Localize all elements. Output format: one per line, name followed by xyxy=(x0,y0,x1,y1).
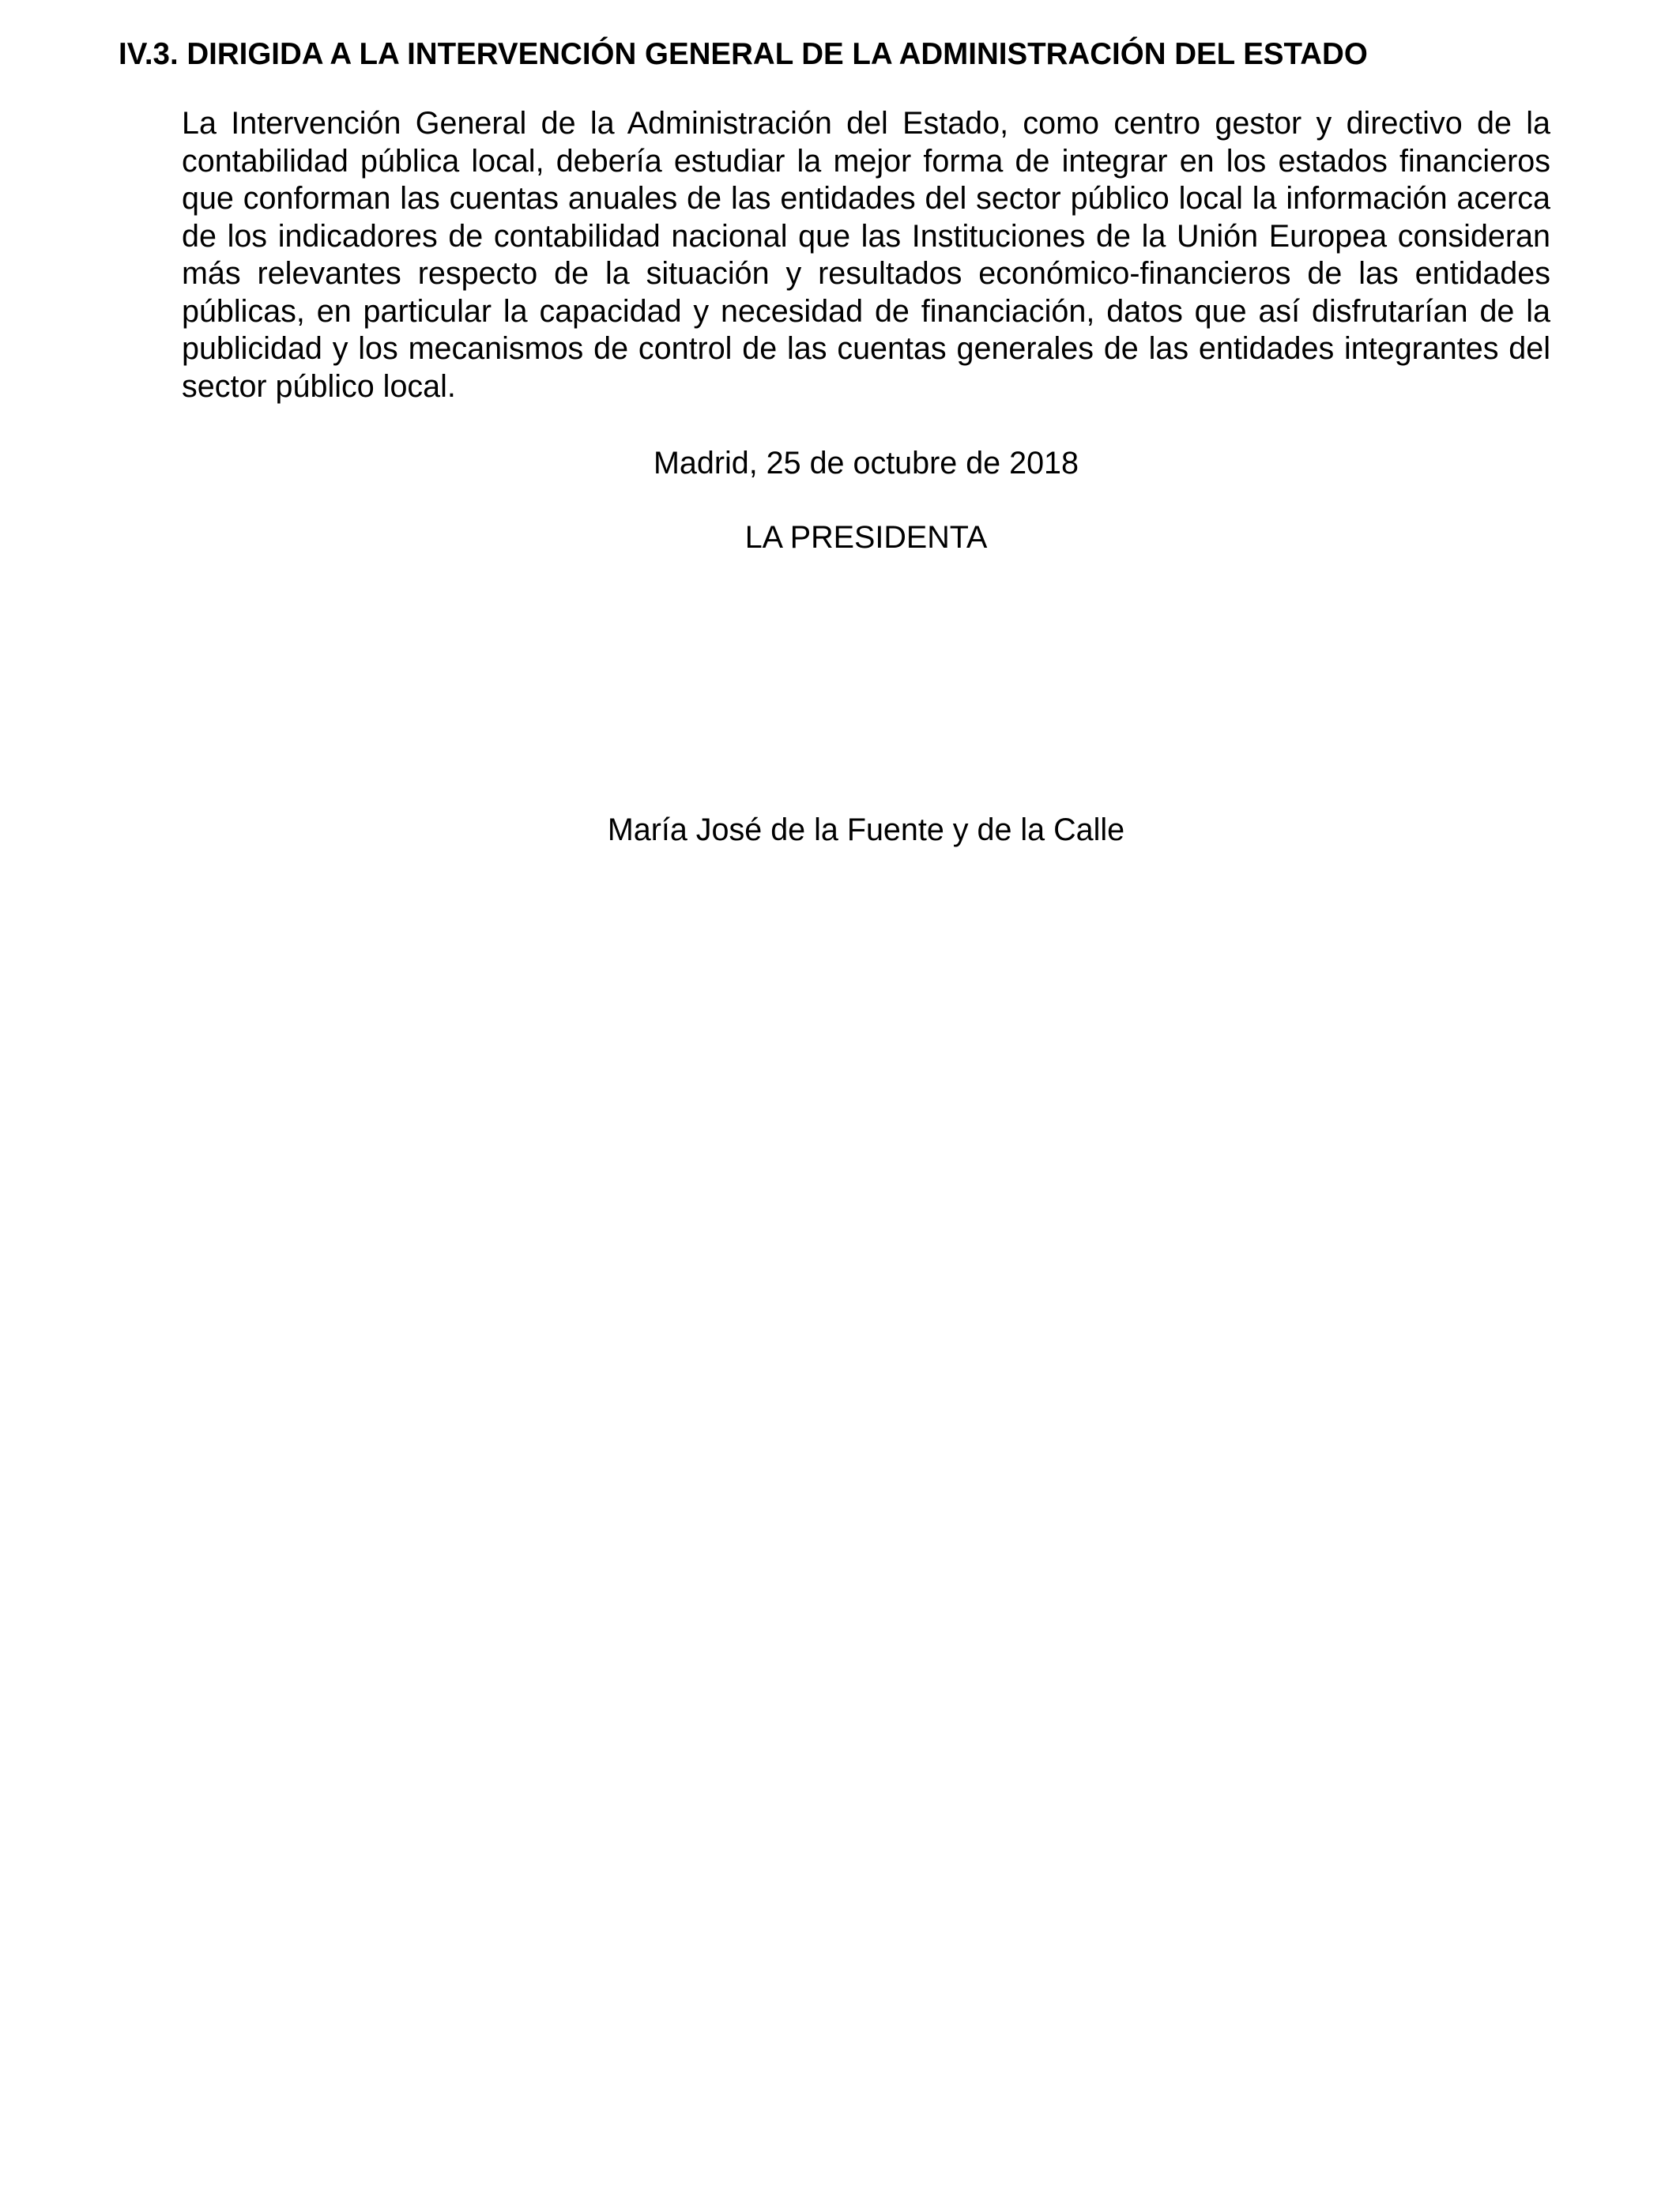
signatory-name: María José de la Fuente y de la Calle xyxy=(607,812,1125,847)
place-date: Madrid, 25 de octubre de 2018 xyxy=(653,446,1079,481)
signatory-role: LA PRESIDENTA xyxy=(744,520,988,555)
recommendation-paragraph: La Intervención General de la Administración del Estado, como centro gestor y directivo de la contabilidad pública local, debería estudiar la mejor forma de integrar en los estados financieros que conforman las cuentas anuales de las entidades del sector público local la información acerca de los indicadores de contabilidad nacional que las Instituciones de la Unión Europea consideran más relevantes respecto de la situación y resultados económico-financieros de las entidades públicas, en particular la capacidad y necesidad de financiación, datos que así disfrutarían de la publicidad y los mecanismos de control de las cuentas generales de las entidades integrantes del sector público local. xyxy=(182,106,1550,404)
section-heading: IV.3. DIRIGIDA A LA INTERVENCIÓN GENERAL DE LA ADMINISTRACIÓN DEL ESTADO xyxy=(119,37,1368,71)
